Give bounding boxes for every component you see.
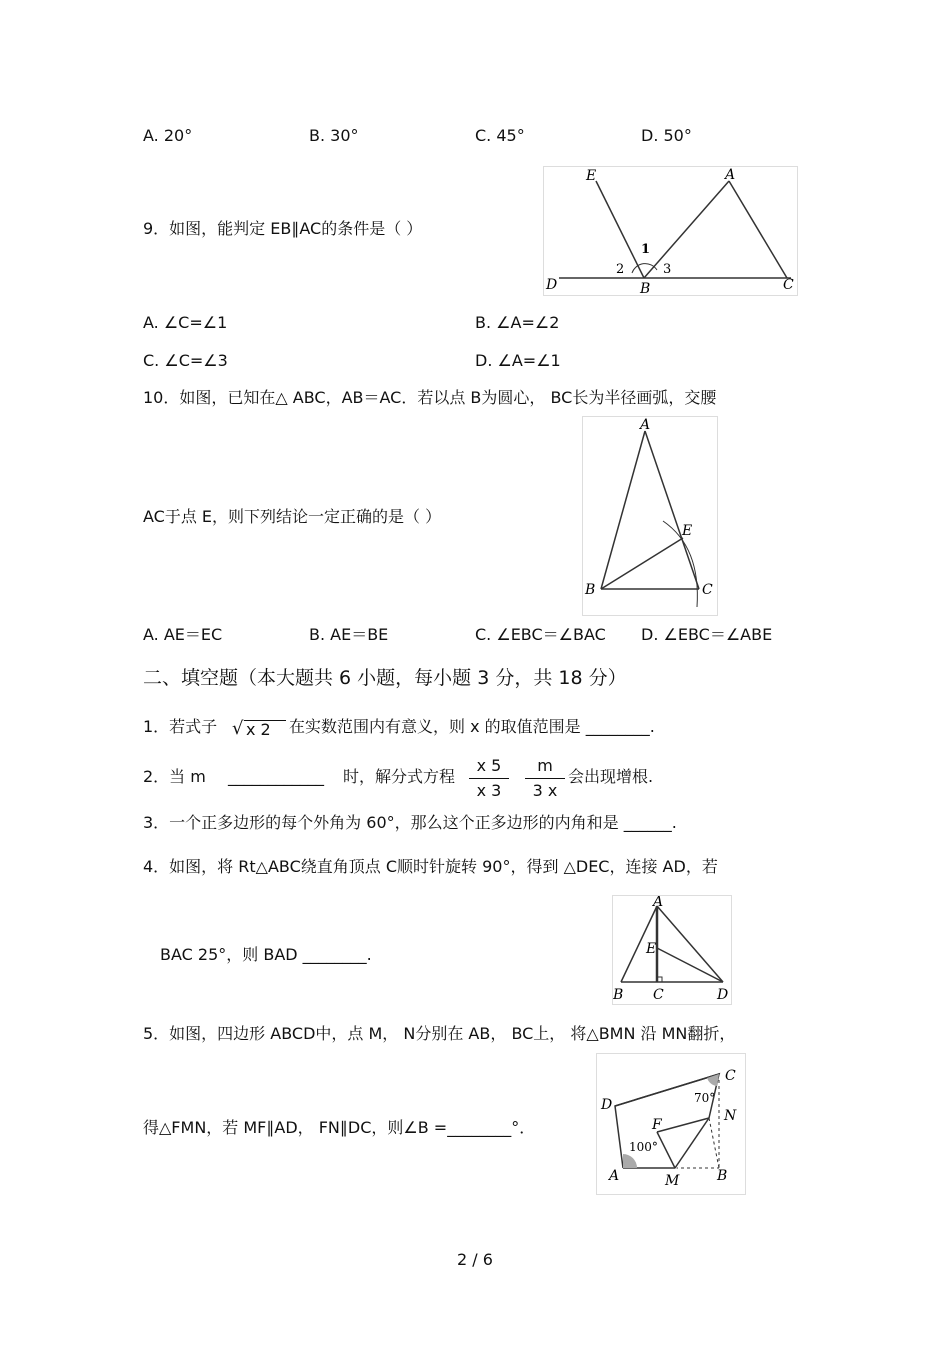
q9-option-c: C. ∠C=∠3	[143, 351, 228, 370]
f1-suffix: 在实数范围内有意义，则 x 的取值范围是 ________.	[289, 717, 655, 736]
q10-label-e: E	[682, 523, 693, 539]
f2-suffix: 会出现增根.	[568, 767, 654, 786]
q9-label-d: D	[546, 277, 558, 293]
q9-angle-2: 2	[616, 262, 625, 277]
q10-figure	[582, 416, 718, 616]
f5-angle-100: 100°	[629, 1140, 658, 1154]
q8-option-c: C. 45°	[475, 126, 525, 145]
f4-question-line2: BAC 25°，则 BAD ________.	[160, 945, 372, 964]
q9-angle-3: 3	[663, 262, 672, 277]
f2-fraction-2	[525, 757, 565, 800]
q10-option-b: B. AE＝BE	[309, 625, 389, 644]
q10-question-line2: AC于点 E，则下列结论一定正确的是（ ）	[143, 507, 442, 526]
f2-prefix: 2．当 m	[143, 767, 206, 786]
f2-frac1-den: x 3	[476, 781, 502, 800]
f5-figure	[596, 1053, 746, 1195]
f5-label-f: F	[652, 1117, 662, 1133]
q10-question-line1: 10．如图，已知在△ ABC，AB＝AC．若以点 B为圆心， BC长为半径画弧，交腰	[143, 388, 717, 407]
f4-label-b: B	[613, 987, 624, 1003]
q9-label-c: C	[783, 277, 794, 293]
f1-radicand: x 2	[246, 720, 271, 739]
f5-angle-70: 70°	[694, 1091, 716, 1105]
q10-option-c: C. ∠EBC＝∠BAC	[475, 625, 606, 644]
f2-blank: ____________	[228, 767, 324, 786]
q9-question: 9．如图，能判定 EB∥AC的条件是（ ）	[143, 219, 423, 238]
sqrt-symbol: √	[232, 718, 244, 739]
f4-label-e: E	[646, 941, 657, 957]
f5-question-line1: 5．如图，四边形 ABCD中，点 M， N分别在 AB， BC上， 将△BMN 沿 MN翻折，	[143, 1024, 736, 1043]
f2-fraction-1	[469, 757, 509, 800]
section-title-fill-in: 二、填空题（本大题共 6 小题，每小题 3 分，共 18 分）	[143, 667, 627, 689]
q9-option-b: B. ∠A=∠2	[475, 313, 560, 332]
q9-label-b: B	[640, 281, 651, 295]
q9-label-e: E	[586, 168, 597, 184]
f5-label-a: A	[609, 1168, 620, 1184]
q9-angle-1: 1	[641, 242, 651, 257]
f5-question-line2: 得△FMN，若 MF∥AD， FN∥DC，则∠B =________°．	[143, 1118, 536, 1137]
f2-frac1-num: x 5	[476, 756, 502, 775]
f4-label-a: A	[653, 896, 664, 910]
f5-label-n: N	[724, 1108, 737, 1124]
q10-option-a: A. AE＝EC	[143, 625, 223, 644]
q9-option-d: D. ∠A=∠1	[475, 351, 561, 370]
f2-mid: 时，解分式方程	[343, 767, 456, 786]
q9-label-a: A	[725, 167, 736, 183]
page-number: 2 / 6	[457, 1250, 493, 1269]
f5-label-c: C	[725, 1068, 736, 1084]
f1-prefix: 1．若式子	[143, 717, 218, 736]
f4-question-line1: 4．如图，将 Rt△ABC绕直角顶点 C顺时针旋转 90°，得到 △DEC，连接 AD，若	[143, 857, 718, 876]
q10-label-a: A	[640, 417, 651, 433]
f2-frac2-num: m	[537, 756, 553, 775]
f3-question: 3．一个正多边形的每个外角为 60°，那么这个正多边形的内角和是 ______.	[143, 813, 677, 832]
q9-option-a: A. ∠C=∠1	[143, 313, 228, 332]
q10-label-b: B	[585, 582, 596, 598]
q8-option-d: D. 50°	[641, 126, 692, 145]
f4-label-c: C	[653, 987, 664, 1003]
q10-option-d: D. ∠EBC＝∠ABE	[641, 625, 773, 644]
f4-figure	[612, 895, 732, 1005]
f5-label-d: D	[601, 1097, 613, 1113]
f2-frac2-den: 3 x	[532, 781, 558, 800]
q9-figure	[543, 166, 798, 296]
f5-label-b: B	[717, 1168, 728, 1184]
q8-option-b: B. 30°	[309, 126, 359, 145]
f4-label-d: D	[717, 987, 729, 1003]
f5-label-m: M	[665, 1173, 680, 1189]
q8-option-a: A. 20°	[143, 126, 193, 145]
q10-label-c: C	[702, 582, 713, 598]
